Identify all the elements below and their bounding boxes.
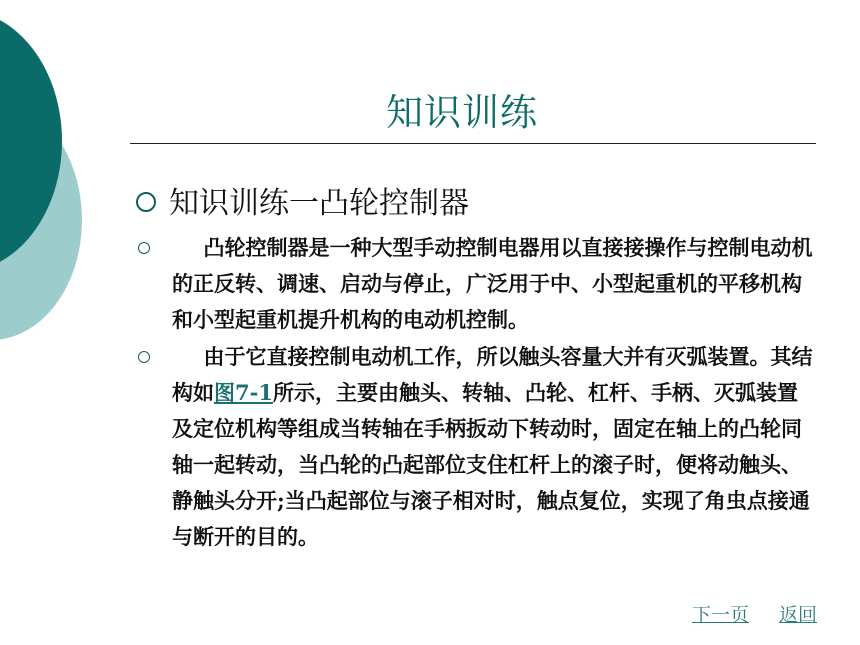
title-divider (130, 143, 816, 144)
paragraph-2-text-start: 由于它直接控制电动机工作，所以触头容量大并有灭弧装置。其结构如 (172, 344, 813, 405)
bullet-circle-icon (138, 351, 150, 363)
paragraph-1 (133, 230, 813, 338)
back-link[interactable]: 返回 (779, 604, 818, 626)
figure-7-1-link[interactable]: 图7-1 (214, 380, 273, 405)
section-heading (133, 178, 793, 222)
paragraph-2-text-end: 所示，主要由触头、转轴、凸轮、杠杆、手柄、灭弧装置及定位机构等组成当转轴在手柄扳动下转动时，固定在轴上的凸轮同轴一起转动，当凸轮的凸起部位支住杠杆上的滚子时，便将动触头、静触头分开;当凸起部位与滚子相对时，触点复位，实现了角虫点接通与断开的目的。 (172, 380, 810, 549)
bullet-circle-icon (138, 242, 150, 254)
paragraph-2 (133, 339, 813, 555)
section-heading-text: 知识训练一凸轮控制器 (169, 186, 469, 221)
paragraph-2-text (172, 339, 813, 555)
slide-title: 知识训练 (386, 91, 538, 134)
bullet-circle-icon (136, 192, 156, 212)
paragraph-1-text: 凸轮控制器是一种大型手动控制电器用以直接接操作与控制电动机的正反转、调速、启动与停止，广泛用于中、小型起重机的平移机构和小型起重机提升机构的电动机控制。 (172, 235, 813, 332)
next-page-link[interactable]: 下一页 (692, 604, 750, 626)
